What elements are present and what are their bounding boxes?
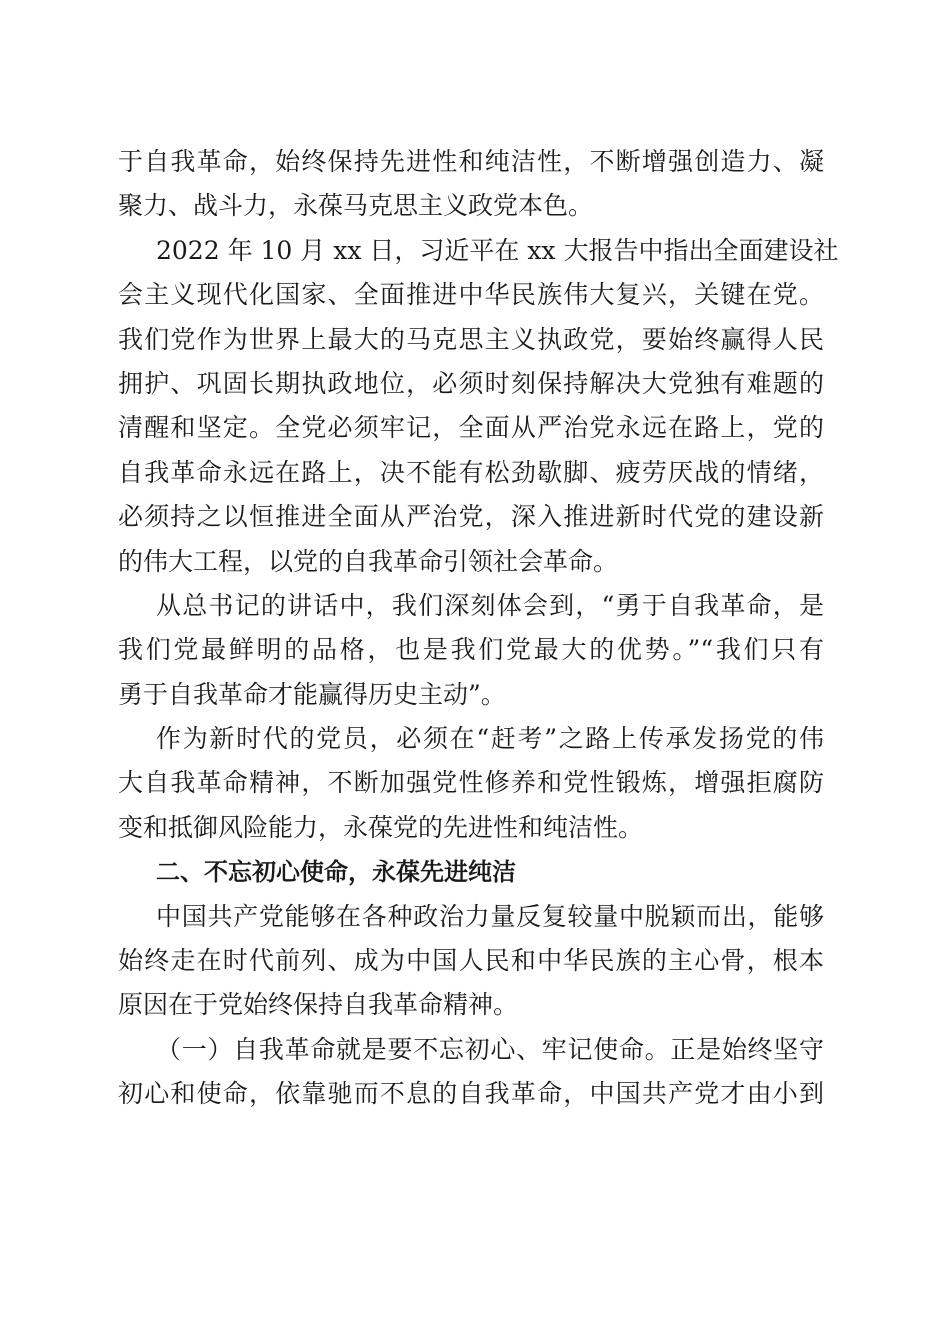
text-line: 必须持之以恒推进全面从严治党，深入推进新时代党的建设新 [118, 502, 824, 532]
text-line: 始终走在时代前列、成为中国人民和中华民族的主心骨，根本 [118, 946, 824, 976]
text-line: 变和抵御风险能力，永葆党的先进性和纯洁性。 [118, 812, 644, 842]
document-body [118, 140, 839, 1117]
text-line: 的伟大工程，以党的自我革命引领社会革命。 [118, 546, 619, 576]
section-heading: 二、不忘初心使命，永葆先进纯洁 [156, 858, 516, 887]
text-line: 清醒和坚定。全党必须牢记，全面从严治党永远在路上，党的 [118, 413, 824, 443]
text-line: 于自我革命，始终保持先进性和纯洁性，不断增强创造力、凝 [118, 147, 824, 176]
text-line: 初心和使命，依靠驰而不息的自我革命，中国共产党才由小到 [118, 1079, 824, 1109]
text-line: 大自我革命精神，不断加强党性修养和党性锻炼，增强拒腐防 [118, 768, 824, 798]
text-line: 2022 年 10 月 xx 日，习近平在 xx 大报告中指出全面建设社 [156, 235, 839, 265]
text-line: 我们党最鲜明的品格，也是我们党最大的优势。”“我们只有 [118, 635, 824, 665]
text-line: 勇于自我革命才能赢得历史主动”。 [118, 679, 506, 709]
text-line: 拥护、巩固长期执政地位，必须时刻保持解决大党独有难题的 [118, 368, 824, 398]
text-line: 中国共产党能够在各种政治力量反复较量中脱颖而出，能够 [156, 901, 824, 931]
text-line: 从总书记的讲话中，我们深刻体会到，“勇于自我革命，是 [156, 590, 824, 620]
text-line: （一）自我革命就是要不忘初心、牢记使命。正是始终坚守 [156, 1034, 824, 1064]
text-line: 作为新时代的党员，必须在“赶考”之路上传承发扬党的伟 [156, 724, 824, 754]
text-line: 会主义现代化国家、全面推进中华民族伟大复兴，关键在党。 [118, 280, 824, 310]
text-line: 自我革命永远在路上，决不能有松劲歇脚、疲劳厌战的情绪， [118, 457, 824, 487]
text-line: 原因在于党始终保持自我革命精神。 [118, 990, 519, 1020]
text-line: 聚力、战斗力，永葆马克思主义政党本色。 [118, 191, 594, 221]
text-line: 我们党作为世界上最大的马克思主义执政党，要始终赢得人民 [118, 324, 824, 354]
